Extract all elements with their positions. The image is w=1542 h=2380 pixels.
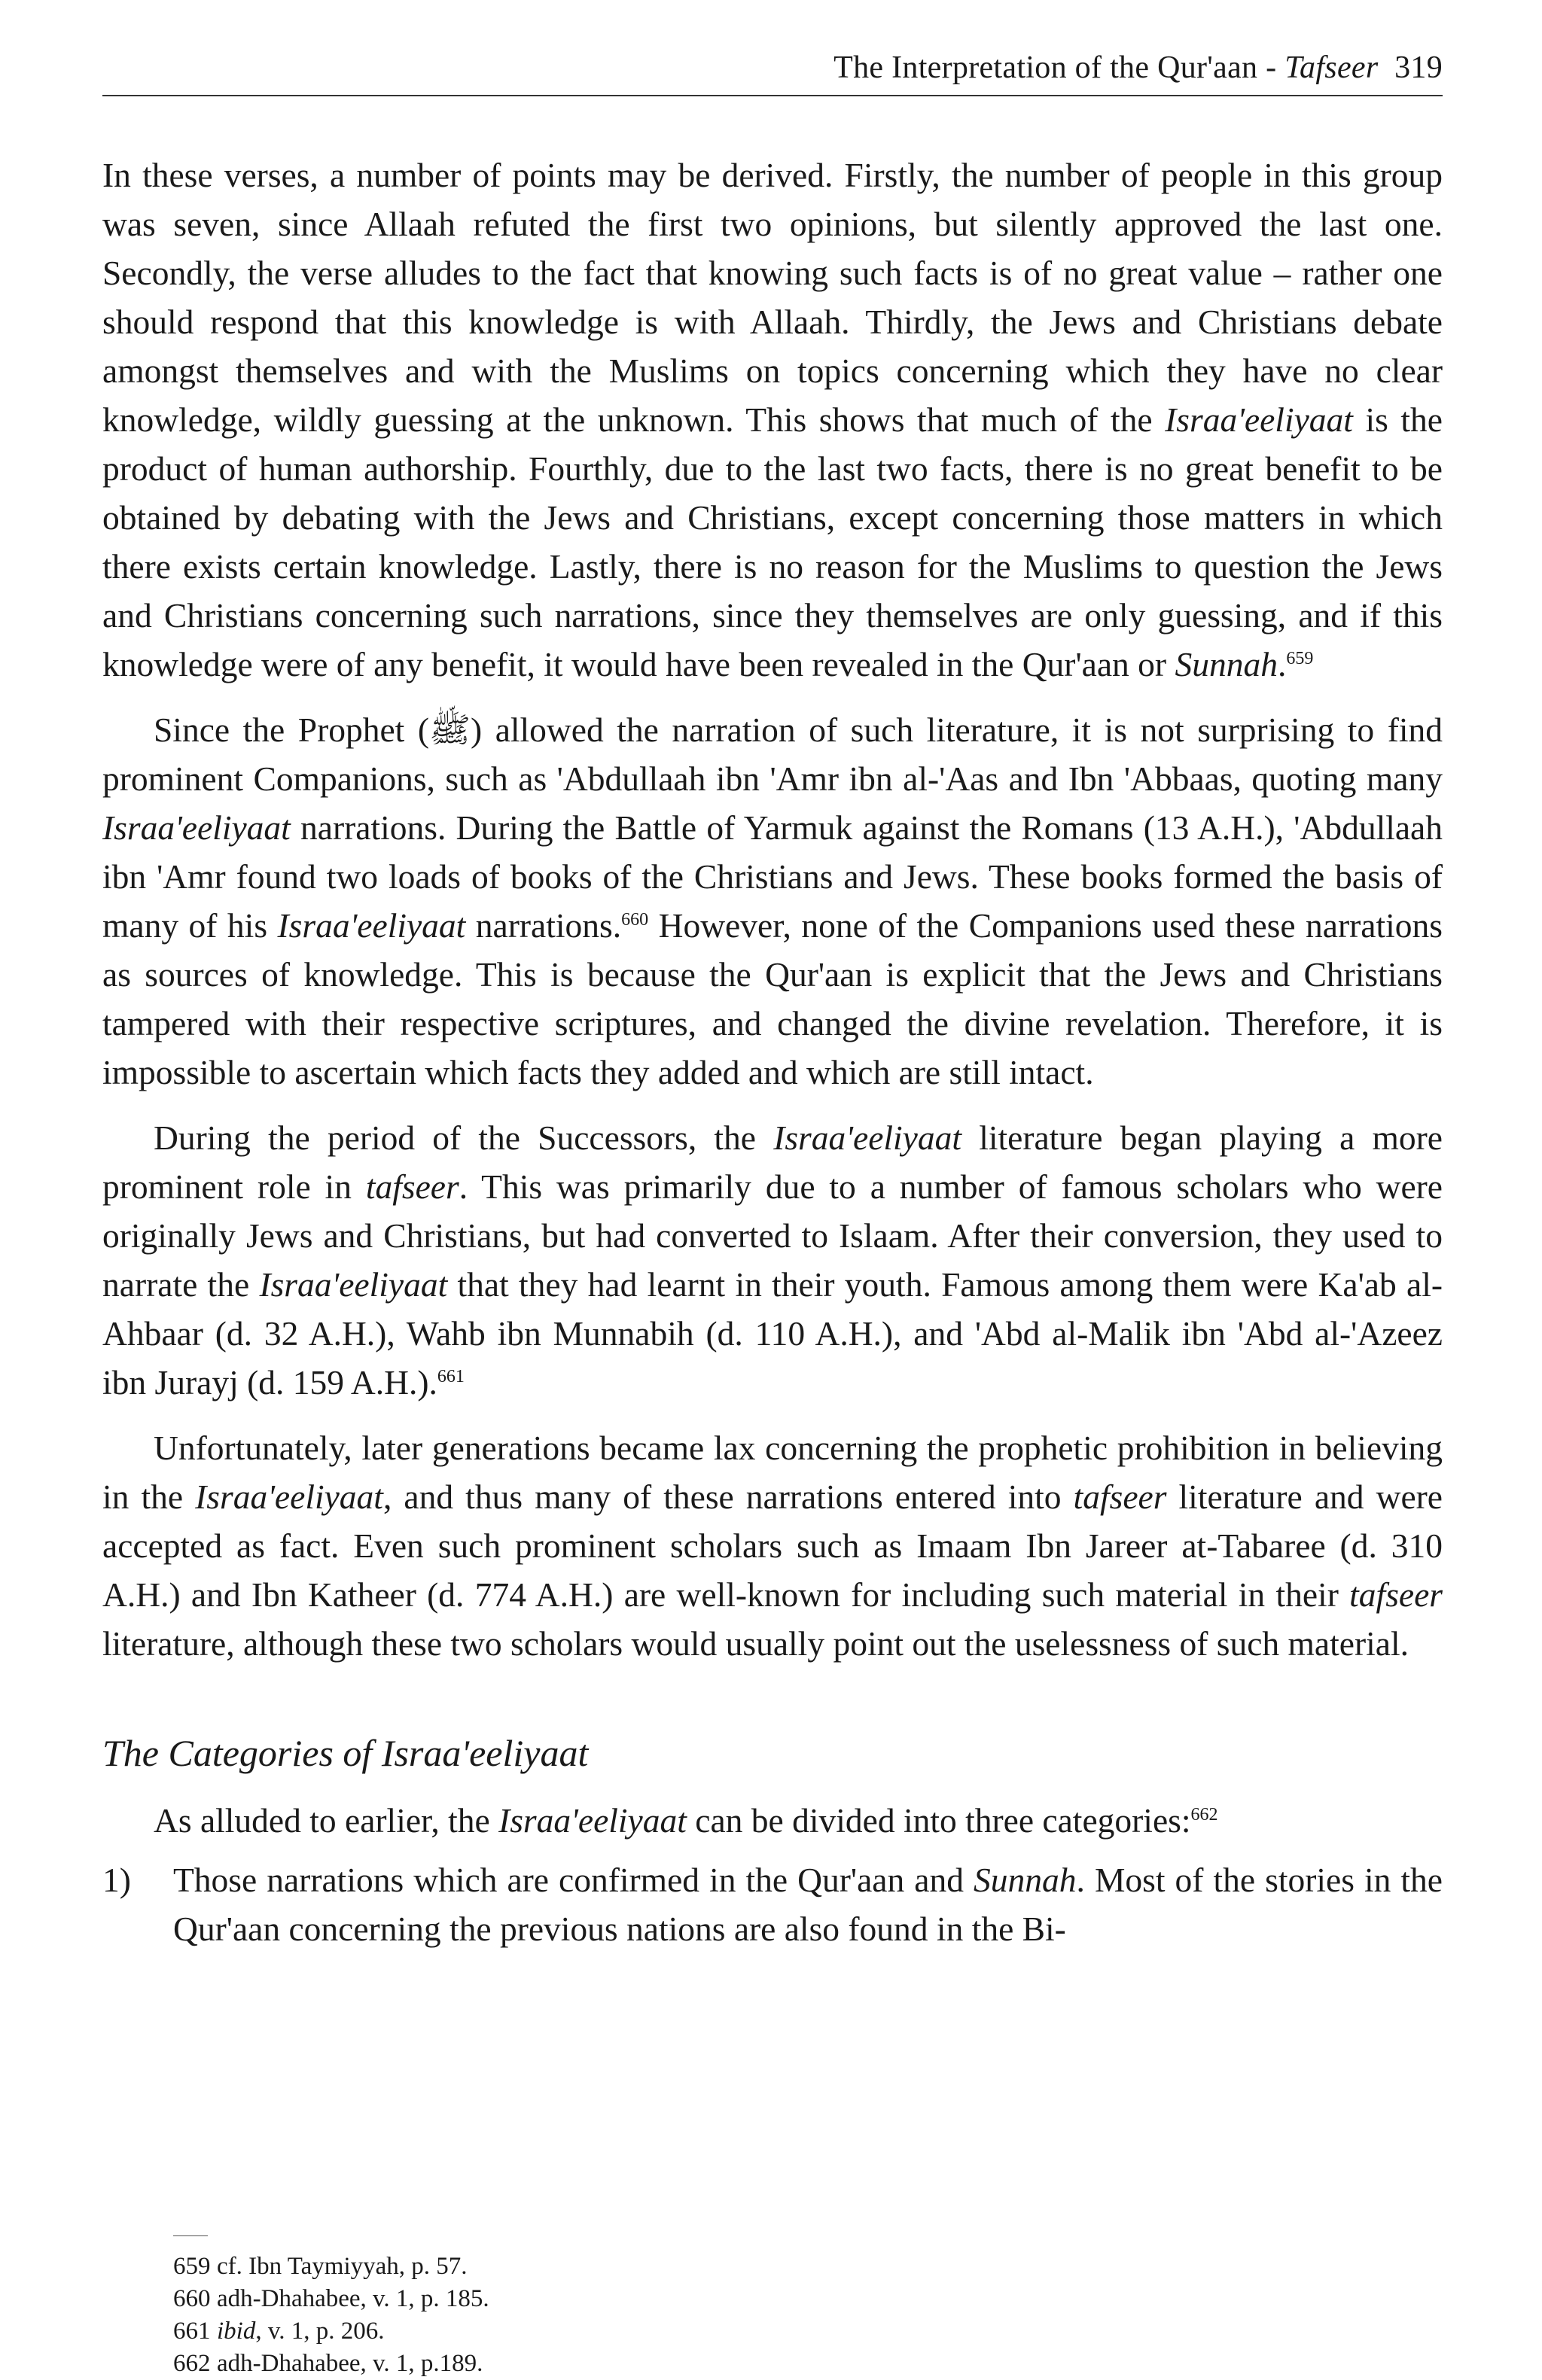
list-item-text	[173, 1861, 1443, 1948]
italic-term: Israa'eeliyaat	[773, 1118, 962, 1157]
text-run: . Most of the stories in the Qur'aan concerning the previous nations are also found in the Bi-	[173, 1861, 1443, 1948]
italic-term: tafseer	[1073, 1478, 1167, 1516]
footnote-ref: 660	[621, 909, 649, 930]
italic-term: Israa'eeliyaat	[195, 1478, 383, 1516]
text-run: literature, although these two scholars would usually point out the uselessness of such material.	[102, 1624, 1409, 1663]
text-run: adh-Dhahabee, v. 1, p.189.	[217, 2350, 483, 2377]
page-number: 319	[1394, 50, 1443, 85]
text-run: In these verses, a number of points may be derived. Firstly, the number of people in this group was seven, since Allaah refuted the first two opinions, but silently approved the last one. Secondly, the verse alludes to the fact that knowing such facts is of no great value – rather one should respond that this knowledge is with Allaah. Thirdly, the Jews and Christians debate amongst themselves and with the Muslims on topics concerning which they have no clear knowledge, wildly guessing at the unknown. This shows that much of the	[102, 156, 1443, 439]
italic-term: tafseer	[1349, 1575, 1443, 1614]
footnote-number: 662	[173, 2350, 211, 2377]
footnote-text	[217, 2318, 384, 2345]
footnote-ref: 661	[437, 1366, 465, 1386]
footnote-ref: 662	[1190, 1804, 1218, 1825]
italic-term: Israa'eeliyaat	[1165, 400, 1353, 439]
text-run: As alluded to earlier, the	[154, 1801, 499, 1840]
footnote	[173, 2315, 1227, 2348]
footnote	[173, 2348, 1227, 2380]
italic-term: ibid	[217, 2318, 256, 2345]
text-run: narrations. During the Battle of Yarmuk against the Romans (13 A.H.), 'Abdullaah ibn 'Amr found two loads of books of the Christians and Jews. These books formed the basis of many of his	[102, 808, 1443, 945]
text-run: However, none of the Companions used these narrations as sources of knowledge. This is because the Qur'aan is explicit that the Jews and Christians tampered with their respective scriptures, and changed the divine revelation. Therefore, it is impossible to ascertain which facts they added and which are still intact.	[102, 906, 1443, 1091]
paragraph-2	[102, 705, 1443, 1097]
list-item	[102, 1855, 1443, 1953]
text-run: can be divided into three categories:	[686, 1801, 1191, 1840]
text-run: literature began playing a more prominent role in	[102, 1118, 1443, 1206]
footnote	[173, 2283, 1227, 2315]
footnote-text	[217, 2253, 468, 2280]
page	[102, 0, 1443, 2377]
footnote-divider	[173, 2235, 208, 2236]
italic-term: Israa'eeliyaat	[102, 808, 291, 847]
footnote-number: 661	[173, 2318, 211, 2345]
running-head	[102, 50, 1443, 96]
text-run: is the product of human authorship. Fourthly, due to the last two facts, there is no great benefit to be obtained by debating with the Jews and Christians, except concerning those matters in which there exists certain knowledge. Lastly, there is no reason for the Muslims to question the Jews and Christians concerning such narrations, since they themselves are only guessing, and if this knowledge were of any benefit, it would have been revealed in the Qur'aan or	[102, 400, 1443, 683]
text-run: , and thus many of these narrations entered into	[382, 1478, 1074, 1516]
section-intro	[102, 1796, 1443, 1845]
text-run: adh-Dhahabee, v. 1, p. 185.	[217, 2285, 489, 2312]
text-run: .	[1277, 645, 1287, 683]
section-heading: The Categories of Israa'eeliyaat	[102, 1732, 589, 1774]
footnote-number: 660	[173, 2285, 211, 2312]
running-head-title-italic: Tafseer	[1284, 50, 1379, 85]
text-run: Those narrations which are confirmed in the Qur'aan and	[173, 1861, 974, 1899]
text-run: literature and were accepted as fact. Even such prominent scholars such as Imaam Ibn Jareer at-Tabaree (d. 310 A.H.) and Ibn Katheer (d. 774 A.H.) are well-known for including such material in their	[102, 1478, 1443, 1614]
italic-term: Israa'eeliyaat	[259, 1265, 448, 1304]
text-run: narrations.	[465, 906, 622, 945]
body-text	[102, 151, 1443, 1953]
italic-term: Israa'eeliyaat	[498, 1801, 687, 1840]
text-run: cf. Ibn Taymiyyah, p. 57.	[217, 2253, 468, 2280]
paragraph-1	[102, 151, 1443, 689]
running-head-title: The Interpretation of the Qur'aan -	[833, 50, 1285, 85]
list-item-number: 1)	[102, 1861, 131, 1899]
text-run: Unfortunately, later generations became lax concerning the prophetic prohibition in believing in the	[102, 1429, 1443, 1516]
italic-term: Sunnah	[1175, 645, 1278, 683]
text-run: that they had learnt in their youth. Famous among them were Ka'ab al-Ahbaar (d. 32 A.H.), Wahb ibn Munnabih (d. 110 A.H.), and 'Abd al-Malik ibn 'Abd al-'Azeez ibn Jurayj (d. 159 A.H.).	[102, 1265, 1443, 1402]
italic-term: Israa'eeliyaat	[277, 906, 466, 945]
footnote-number: 659	[173, 2253, 211, 2280]
footnote-text	[217, 2350, 483, 2377]
paragraph-3	[102, 1113, 1443, 1407]
italic-term: tafseer	[365, 1167, 459, 1206]
text-run: Since the Prophet (ﷺ) allowed the narration of such literature, it is not surprising to find prominent Companions, such as 'Abdullaah ibn 'Amr ibn al-'Aas and Ibn 'Abbaas, quoting many	[102, 711, 1443, 798]
text-run: , v. 1, p. 206.	[255, 2318, 385, 2345]
text-run: During the period of the Successors, the	[154, 1118, 774, 1157]
italic-term: Sunnah	[974, 1861, 1077, 1899]
footnote	[173, 2251, 1227, 2283]
paragraph-4	[102, 1423, 1443, 1668]
text-run: . This was primarily due to a number of famous scholars who were originally Jews and Christians, but had converted to Islaam. After their conversion, they used to narrate the	[102, 1167, 1443, 1304]
footnote-text	[217, 2285, 489, 2312]
footnote-ref: 659	[1286, 648, 1314, 668]
footnotes	[173, 2251, 1227, 2380]
